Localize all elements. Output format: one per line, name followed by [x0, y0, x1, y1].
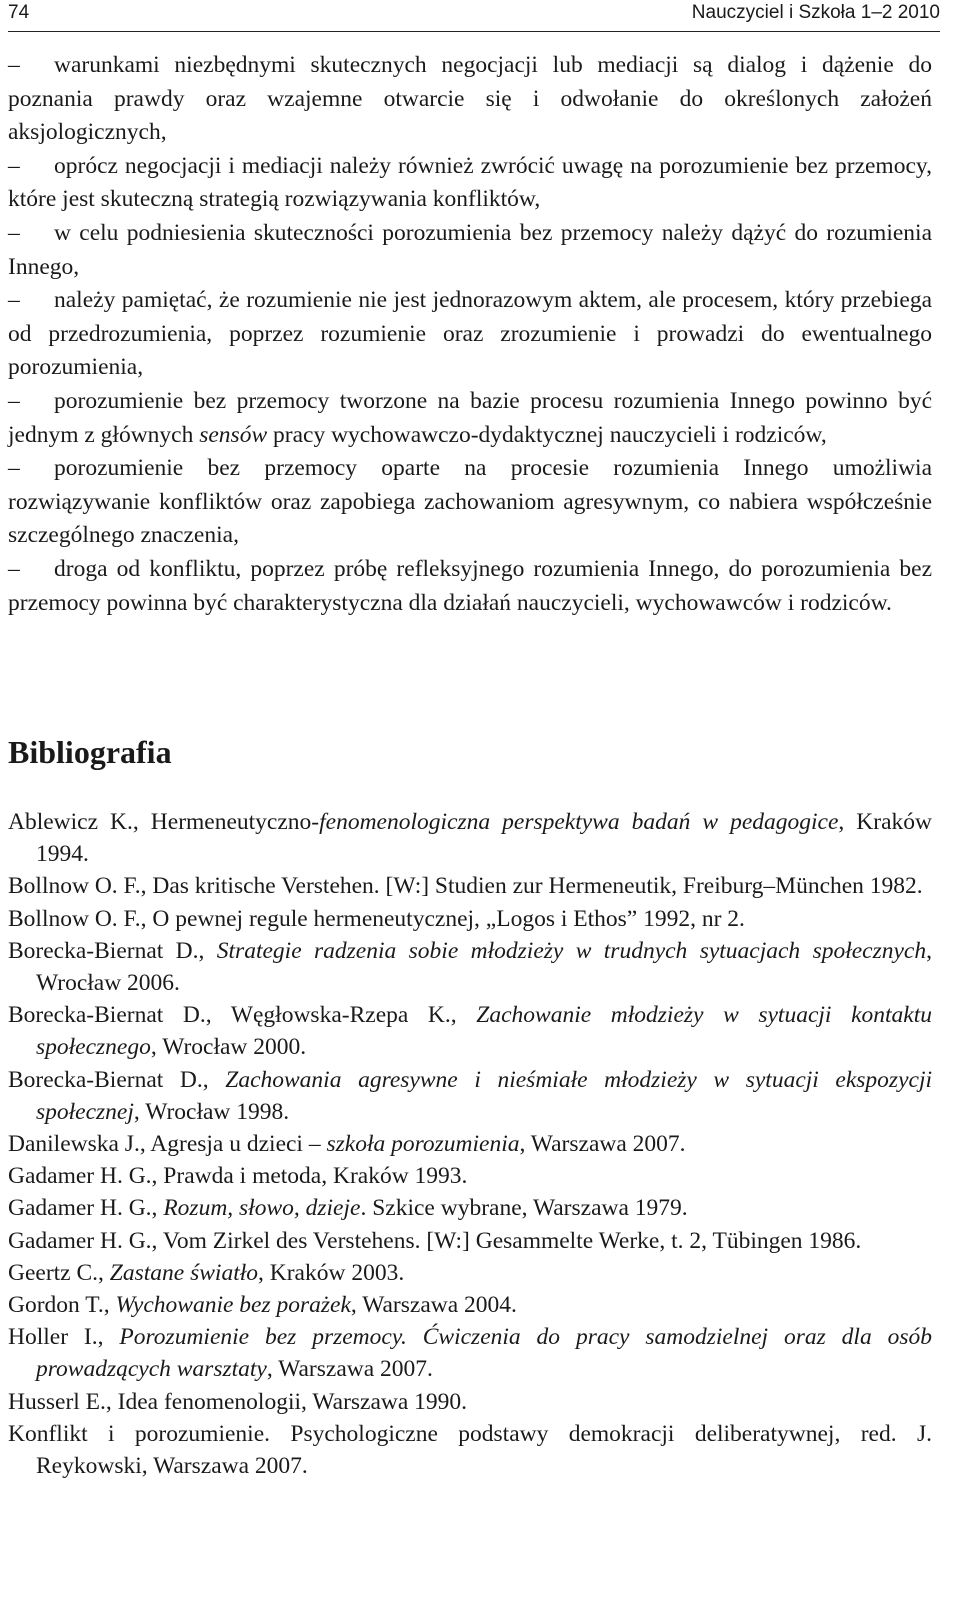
- bullet-item: – porozumienie bez przemocy oparte na procesie rozumienia Innego umożliwia rozwiązywanie konfliktów oraz zapobiega zachowaniom agresywnym, co nabiera współcześnie szczególnego znaczenia,: [8, 452, 932, 553]
- bibliography-entry: Ablewicz K., Hermeneutyczno-fenomenologiczna perspektywa badań w pedagogice, Kraków 1994.: [8, 809, 932, 868]
- bibliography-entry: Bollnow O. F., Das kritische Verstehen. [W:] Studien zur Hermeneutik, Freiburg–München 1982.: [8, 873, 923, 900]
- bullet-item: – oprócz negocjacji i mediacji należy również zwrócić uwagę na porozumienie bez przemocy, które jest skuteczną strategią rozwiązywania konfliktów,: [8, 150, 932, 217]
- dash-marker: –: [8, 555, 20, 582]
- bibliography-entry: Geertz C., Zastane światło, Kraków 2003.: [8, 1259, 405, 1286]
- dash-marker: –: [8, 52, 20, 78]
- journal-title: Nauczyciel i Szkoła 1–2 2010: [691, 2, 940, 23]
- running-header: [8, 0, 940, 30]
- bibliography-entry: Gadamer H. G., Rozum, słowo, dzieje. Szkice wybrane, Warszawa 1979.: [8, 1195, 688, 1222]
- bullet-item: – należy pamiętać, że rozumienie nie jest jednorazowym aktem, ale procesem, który przebiega od przedrozumienia, poprzez rozumienie oraz zrozumienie i prowadzi do ewentualnego porozumienia,: [8, 284, 932, 385]
- bibliography-heading: Bibliografia: [8, 734, 172, 770]
- page-number: 74: [8, 2, 30, 23]
- dash-marker: –: [8, 219, 20, 246]
- dash-marker: –: [8, 455, 20, 482]
- bibliography-entry: Gordon T., Wychowanie bez porażek, Warszawa 2004.: [8, 1292, 517, 1319]
- bullet-item: – porozumienie bez przemocy tworzone na bazie procesu rozumienia Innego powinno być jednym z głównych sensów pracy wychowawczo-dydaktycznej nauczycieli i rodziców,: [8, 385, 932, 452]
- bibliography-entry: Gadamer H. G., Vom Zirkel des Verstehens. [W:] Gesammelte Werke, t. 2, Tübingen 1986.: [8, 1227, 862, 1254]
- conclusions-list: [8, 49, 932, 620]
- dash-marker: –: [8, 287, 20, 314]
- bibliography-entry: Danilewska J., Agresja u dzieci – szkoła porozumienia, Warszawa 2007.: [8, 1131, 686, 1158]
- header-rule: [8, 31, 940, 32]
- bibliography-list: [8, 806, 932, 1482]
- bullet-item: – w celu podniesienia skuteczności porozumienia bez przemocy należy dążyć do rozumienia Innego,: [8, 217, 932, 284]
- bibliography-entry: Borecka-Biernat D., Węgłowska-Rzepa K., Zachowanie młodzieży w sytuacji kontaktu społecznego, Wrocław 2000.: [8, 1002, 932, 1061]
- bibliography-entry: Husserl E., Idea fenomenologii, Warszawa 1990.: [8, 1388, 468, 1415]
- bibliography-entry: Holler I., Porozumienie bez przemocy. Ćwiczenia do pracy samodzielnej oraz dla osób prowadzących warsztaty, Warszawa 2007.: [8, 1324, 932, 1383]
- dash-marker: –: [8, 387, 20, 414]
- bullet-item: – warunkami niezbędnymi skutecznych negocjacji lub mediacji są dialog i dążenie do poznania prawdy oraz wzajemne otwarcie się i odwołanie do określonych założeń aksjologicznych,: [8, 49, 932, 150]
- dash-marker: –: [8, 152, 20, 179]
- bibliography-entry: Borecka-Biernat D., Strategie radzenia sobie młodzieży w trudnych sytuacjach społecznych, Wrocław 2006.: [8, 937, 932, 997]
- bullet-item: – droga od konfliktu, poprzez próbę refleksyjnego rozumienia Innego, do porozumienia bez przemocy powinna być charakterystyczna dla działań nauczycieli, wychowawców i rodziców.: [8, 553, 932, 620]
- bibliography-entry: Borecka-Biernat D., Zachowania agresywne i nieśmiałe młodzieży w sytuacji ekspozycji społecznej, Wrocław 1998.: [8, 1066, 933, 1125]
- bibliography-entry: Bollnow O. F., O pewnej regule hermeneutycznej, „Logos i Ethos” 1992, nr 2.: [8, 905, 745, 932]
- bibliography-entry: Konflikt i porozumienie. Psychologiczne podstawy demokracji deliberatywnej, red. J. Reykowski, Warszawa 2007.: [8, 1420, 932, 1480]
- bibliography-entry: Gadamer H. G., Prawda i metoda, Kraków 1993.: [8, 1163, 468, 1190]
